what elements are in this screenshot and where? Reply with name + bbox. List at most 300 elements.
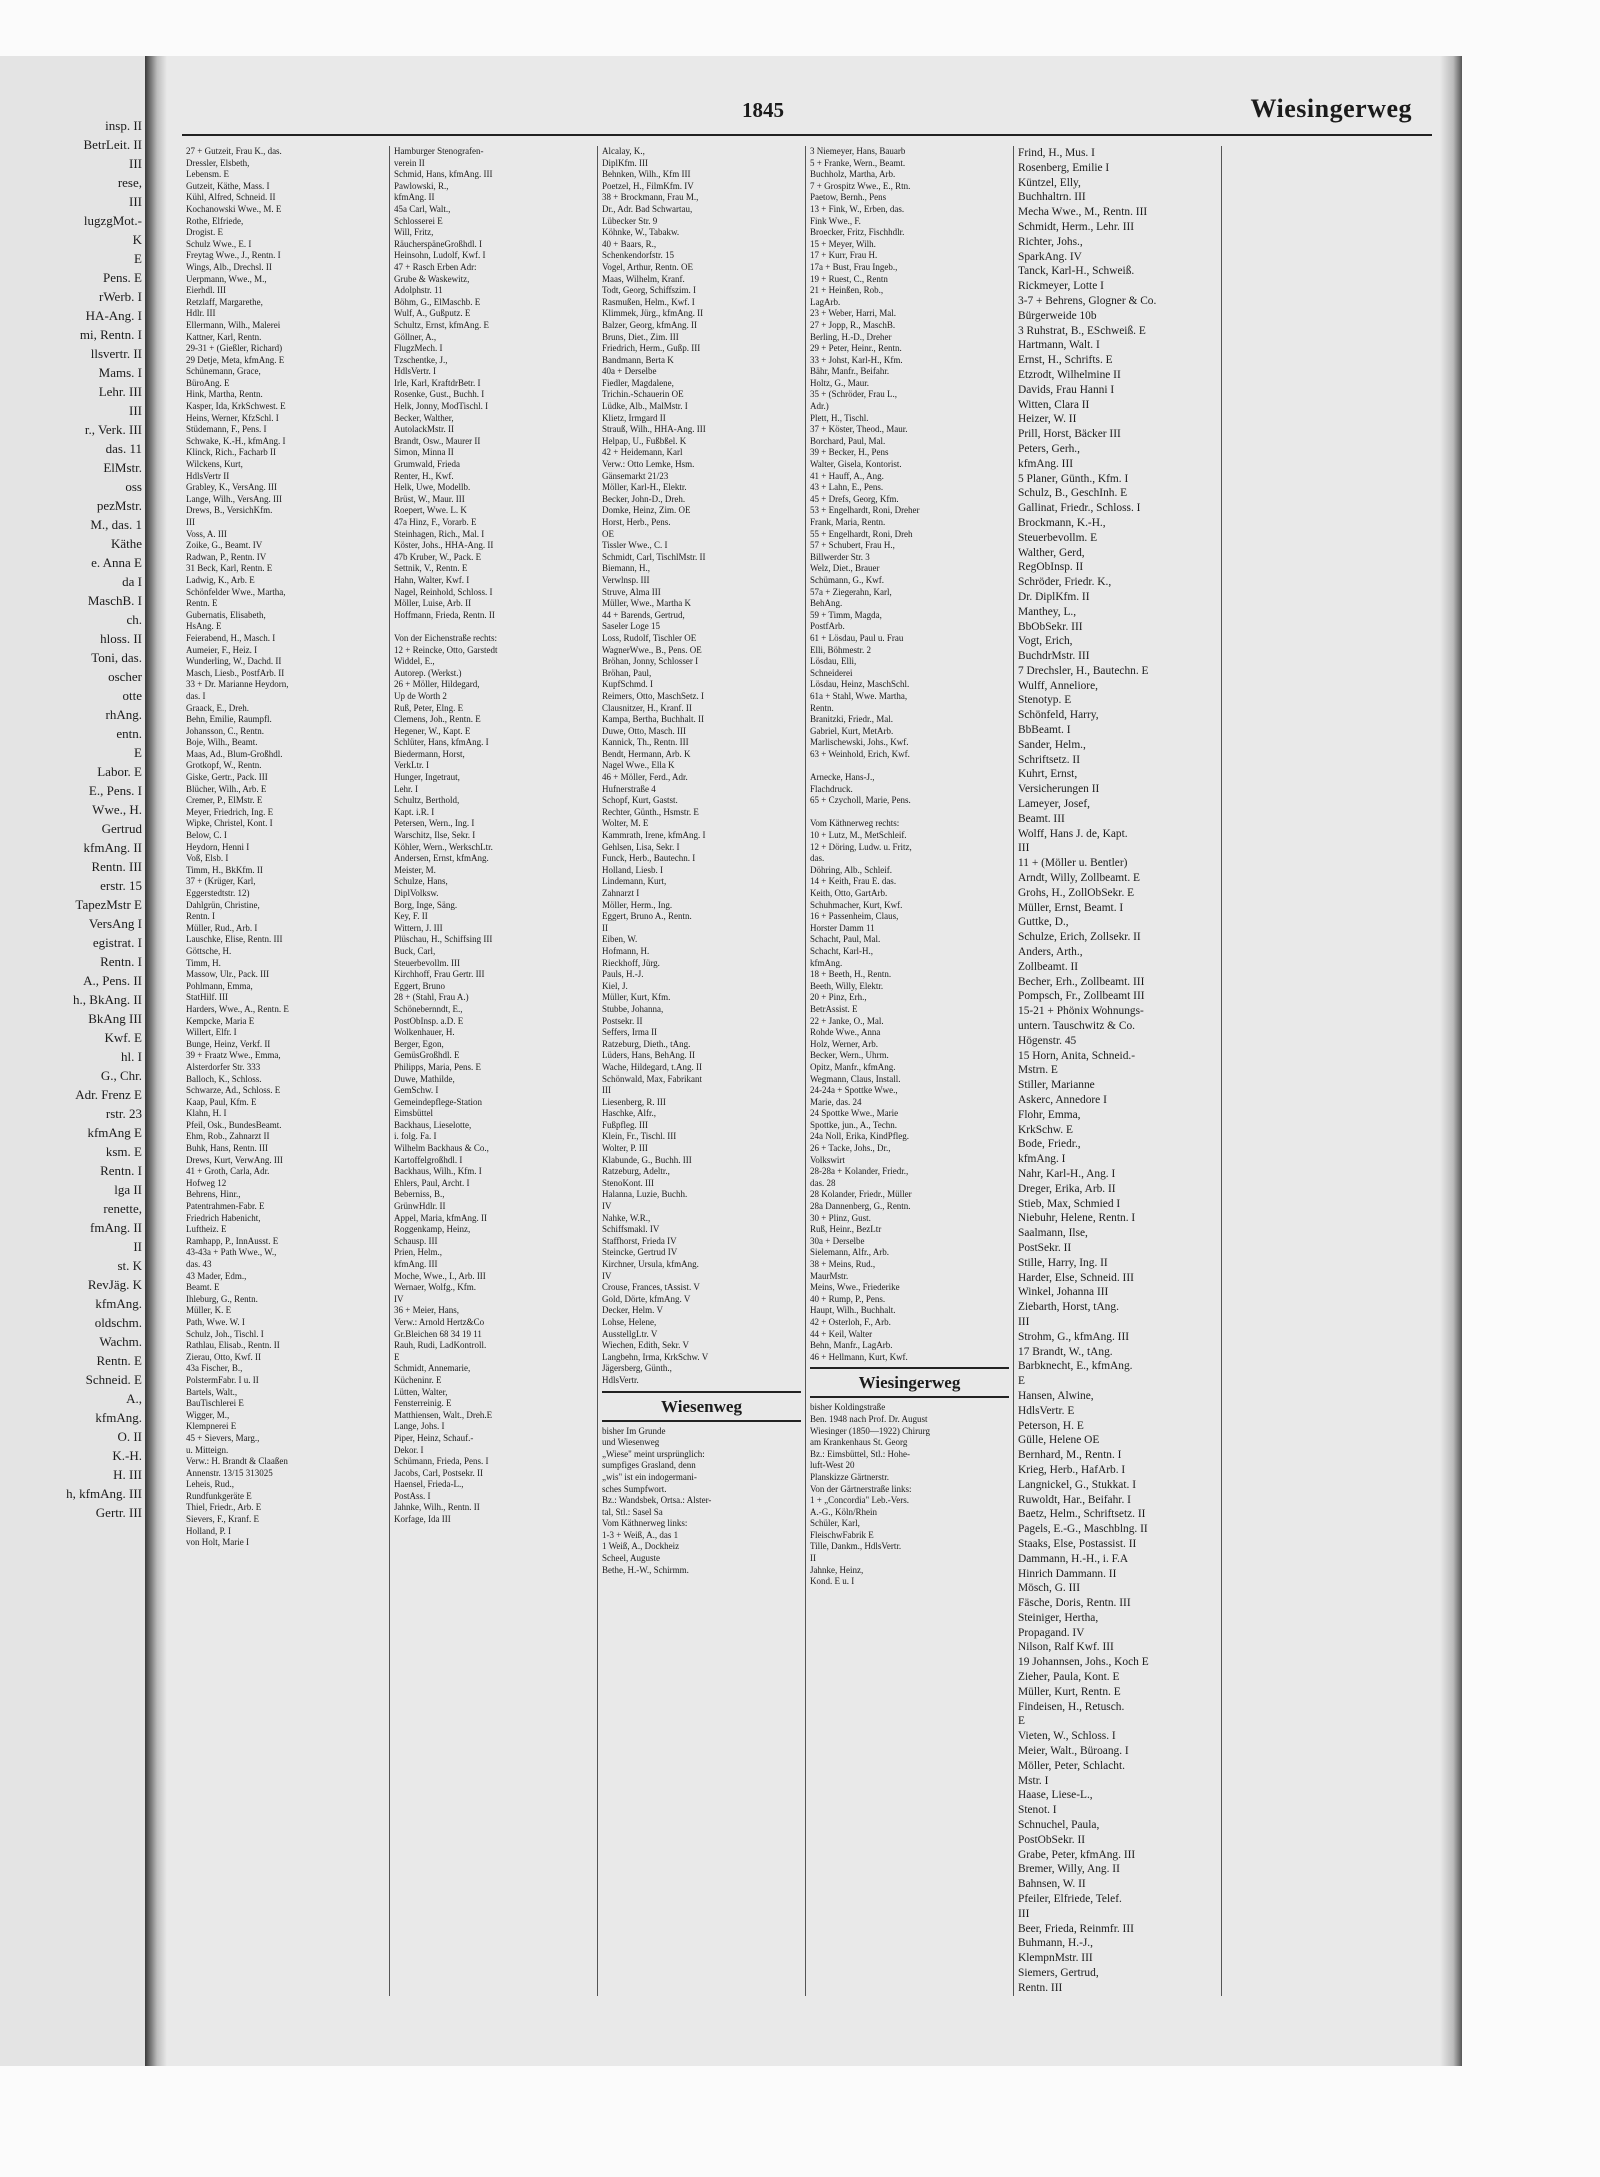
- directory-entry: FleischwFabrik E: [810, 1529, 874, 1540]
- directory-entry: Klein, Fr., Tischl. III: [602, 1131, 677, 1142]
- directory-entry: HdlsVertr. I: [394, 366, 436, 377]
- directory-entry: Ruwoldt, Har., Beifahr. I: [1018, 1493, 1131, 1506]
- directory-entry: Kannick, Th., Rentn. III: [602, 737, 689, 748]
- directory-entry: Bz.: Wandsbek, Ortsa.: Alster-: [602, 1495, 712, 1506]
- directory-entry: Bremer, Willy, Ang. II: [1018, 1863, 1120, 1876]
- left-page-fragment: kfmAng E: [87, 1125, 142, 1140]
- left-page-fragment: Labor. E: [97, 764, 142, 779]
- directory-entry: das. 43: [186, 1259, 212, 1269]
- directory-entry: Hartmann, Walt. I: [1018, 339, 1100, 352]
- directory-entry: Gallinat, Friedr., Schloss. I: [1018, 502, 1141, 515]
- directory-entry: Zoike, G., Beamt. IV: [186, 540, 263, 551]
- directory-entry: Pfeiler, Elfriede, Telef.: [1018, 1893, 1122, 1906]
- directory-entry: Hinrich Dammann. II: [1018, 1567, 1117, 1580]
- directory-entry: „Wiese" meint ursprünglich:: [602, 1448, 705, 1459]
- directory-entry: Rosenke, Gust., Buchh. I: [394, 389, 485, 400]
- directory-entry: BbObSekr. III: [1018, 620, 1083, 633]
- left-page-fragment: K.-H.: [112, 1448, 142, 1463]
- directory-entry: Verw.: Otto Lemke, Hsm.: [602, 459, 695, 470]
- directory-entry: Brüst, W., Maur. III: [394, 493, 465, 504]
- directory-entry: 36 + Meier, Hans,: [394, 1305, 459, 1316]
- left-page-fragment: st. K: [117, 1258, 142, 1273]
- directory-entry: Buchhaltrn. III: [1018, 191, 1086, 204]
- directory-entry: Beberniss, B.,: [394, 1189, 445, 1200]
- directory-entry: Davids, Frau Hanni I: [1018, 383, 1115, 396]
- directory-entry: Winkel, Johanna III: [1018, 1286, 1109, 1299]
- left-page-fragment: III: [129, 403, 142, 418]
- directory-entry: Volkswirt: [810, 1154, 845, 1165]
- directory-entry: Schönfelder Wwe., Martha,: [186, 586, 286, 597]
- directory-entry: IV: [394, 1293, 404, 1304]
- left-page-fragment: e. Anna E: [91, 555, 142, 570]
- directory-entry: kfmAng.: [810, 957, 843, 968]
- directory-entry: KlempnMstr. III: [1018, 1952, 1093, 1965]
- directory-entry: Grabe, Peter, kfmAng. III: [1018, 1848, 1136, 1861]
- directory-entry: 23 + Weber, Harri, Mal.: [810, 308, 897, 319]
- directory-entry: HdlsVertr. E: [1018, 1404, 1075, 1417]
- directory-entry: Boje, Wilh., Beamt.: [186, 737, 258, 748]
- directory-entry: Schümann, G., Kwf.: [810, 574, 884, 585]
- directory-entry: 29 Detje, Meta, kfmAng. E: [186, 354, 285, 365]
- directory-entry: 38 + Meins, Rud.,: [810, 1259, 876, 1269]
- left-page-fragment: Mams. I: [98, 365, 142, 380]
- running-head: Wiesingerweg: [1250, 94, 1412, 123]
- directory-entry: Staaks, Else, Postassist. II: [1018, 1537, 1137, 1550]
- directory-entry: Etzrodt, Wilhelmine II: [1018, 368, 1121, 381]
- directory-entry: Ihleburg, G., Rentn.: [186, 1293, 258, 1304]
- directory-entry: Schmid, Hans, kfmAng. III: [394, 169, 493, 180]
- directory-entry: Schriftsetz. II: [1018, 753, 1080, 766]
- directory-entry: Grohs, H., ZollObSekr. E: [1018, 886, 1135, 899]
- directory-entry: HdlsVertr.: [602, 1374, 639, 1385]
- directory-entry: Helk, Uwe, Modellb.: [394, 482, 471, 493]
- directory-entry: Müller, Kurt, Rentn. E: [1018, 1685, 1121, 1698]
- directory-entry: Siemers, Gertrud,: [1018, 1967, 1099, 1980]
- directory-entry: PostAss. I: [394, 1490, 431, 1501]
- directory-entry: PolstermFabr. I u. II: [186, 1374, 259, 1385]
- directory-entry: 47a Hinz, F., Vorarb. E: [394, 517, 477, 527]
- directory-entry: Zahnarzt I: [602, 888, 640, 898]
- directory-entry: Findeisen, H., Retusch.: [1018, 1700, 1125, 1713]
- directory-entry: Wiesinger (1850—1922) Chirurg: [810, 1425, 930, 1436]
- directory-entry: Rohde Wwe., Anna: [810, 1027, 881, 1038]
- directory-entry: Fußpfleg. III: [602, 1119, 648, 1130]
- directory-entry: Schönfeld, Harry,: [1018, 709, 1099, 722]
- left-page-fragment: da I: [122, 574, 142, 589]
- directory-entry: BauTischlerei E: [186, 1398, 244, 1409]
- directory-entry: Anders, Arth.,: [1018, 946, 1083, 959]
- directory-entry: Piper, Heinz, Schauf.-: [394, 1432, 474, 1443]
- directory-entry: Von der Gärtnerstraße links:: [810, 1483, 912, 1494]
- left-page-fragment: Rentn. III: [91, 859, 142, 874]
- directory-entry: Schulz, Joh., Tischl. I: [186, 1328, 264, 1339]
- directory-entry: Helk, Jonny, ModTischl. I: [394, 401, 489, 412]
- directory-entry: Schiffsmakl. IV: [602, 1224, 660, 1235]
- directory-entry: Clausnitzer, H., Kranf. II: [602, 702, 692, 713]
- directory-entry: 22 + Janke, O., Mal.: [810, 1015, 884, 1026]
- directory-entry: Ben. 1948 nach Prof. Dr. August: [810, 1413, 928, 1424]
- directory-entry: 5 + Franke, Wern., Beamt.: [810, 157, 906, 168]
- directory-entry: Maas, Wilhelm, Kranf.: [602, 273, 685, 284]
- directory-entry: Krieg, Herb., HafArb. I: [1018, 1463, 1126, 1476]
- directory-entry: Pawlowski, R.,: [394, 180, 449, 191]
- directory-entry: Hahn, Walter, Kwf. I: [394, 574, 470, 585]
- directory-entry: Balloch, K., Schloss.: [186, 1073, 262, 1084]
- directory-entry: Ratzeburg, Dieth., tAng.: [602, 1038, 691, 1049]
- right-page-edge: [1440, 56, 1462, 2066]
- directory-entry: Grabley, K., VersAng. III: [186, 482, 277, 493]
- directory-entry: Dressler, Elsbeth,: [186, 157, 250, 168]
- directory-entry: 18 + Beeth, H., Rentn.: [810, 969, 892, 980]
- directory-entry: 1 + „Concordia" Leb.-Vers.: [810, 1495, 909, 1506]
- left-page-fragment: Gertrud: [101, 821, 142, 836]
- directory-entry: IV: [602, 1270, 612, 1281]
- directory-entry: Alcalay, K.,: [602, 146, 645, 156]
- left-page-fragment: pezMstr.: [96, 498, 142, 513]
- directory-entry: GemüsGroßhdl. E: [394, 1050, 460, 1061]
- left-page-fragment: rese,: [117, 175, 142, 190]
- directory-entry: Bruns, Diet., Zim. III: [602, 331, 679, 342]
- directory-entry: Spottke, jun., A., Techn.: [810, 1119, 897, 1130]
- column-4: [806, 146, 1014, 1996]
- left-page-fragment: renette,: [103, 1201, 142, 1216]
- directory-entry: Tissler Wwe., C. I: [602, 540, 668, 551]
- directory-entry: Wiechen, Edith, Sekr. V: [602, 1340, 689, 1351]
- directory-entry: Möller, Herm., Ing.: [602, 899, 673, 910]
- directory-entry: verein II: [394, 157, 425, 168]
- directory-entry: Flohr, Emma,: [1018, 1108, 1081, 1121]
- directory-entry: Haupt, Wilh., Buchhalt.: [810, 1305, 896, 1316]
- directory-entry: 57a + Ziegerahn, Karl,: [810, 586, 892, 597]
- directory-entry: sches Sumpfwort.: [602, 1483, 667, 1494]
- directory-entry: Schnuchel, Paula,: [1018, 1819, 1100, 1832]
- directory-entry: Göllner, A.,: [394, 331, 437, 342]
- directory-entry: 44 + Barends, Gertrud,: [602, 609, 685, 620]
- directory-entry: Vom Käthnerweg links:: [602, 1518, 688, 1529]
- directory-entry: Bahnsen, W. II: [1018, 1878, 1086, 1891]
- directory-entry: Gemeindepflege-Station: [394, 1096, 482, 1107]
- directory-entry: 43 Mader, Edm.,: [186, 1270, 247, 1281]
- directory-entry: Kasper, Ida, KrkSchwest. E: [186, 401, 286, 412]
- directory-entry: Warschitz, Ilse, Sekr. I: [394, 830, 476, 841]
- directory-entry: 30 + Plinz, Gust.: [810, 1212, 871, 1223]
- directory-entry: Beeth, Willy, Elektr.: [810, 980, 884, 991]
- left-page-fragments: [0, 56, 148, 1522]
- directory-entry: Drogist. E: [186, 227, 223, 238]
- directory-entry: Freytag Wwe., J., Rentn. I: [186, 250, 281, 261]
- directory-entry: Wache, Hildegard, t.Ang. II: [602, 1061, 702, 1072]
- directory-entry: Köster, Johs., HHA-Ang. II: [394, 540, 494, 551]
- directory-entry: Nagel, Reinhold, Schloss. I: [394, 586, 493, 597]
- directory-entry: Rechter, Günth., Hsmstr. E: [602, 806, 699, 817]
- directory-entry: Kattner, Karl, Rentn.: [186, 331, 262, 342]
- left-page-fragment: kfmAng.: [95, 1410, 142, 1425]
- directory-entry: 33 + Johst, Karl-H., Kfm.: [810, 354, 903, 365]
- directory-entry: Marlischewski, Johs., Kwf.: [810, 737, 909, 748]
- directory-entry: Rundfunkgeräte E: [186, 1490, 252, 1501]
- directory-entry: Grube & Waskewitz,: [394, 273, 470, 284]
- directory-entry: Backhaus, Wilh., Kfm. I: [394, 1166, 482, 1177]
- directory-entry: Wigger, M.,: [186, 1409, 230, 1420]
- directory-entry: Adr.): [810, 401, 829, 412]
- directory-entry: 40a + Derselbe: [602, 366, 657, 377]
- directory-entry: 37 + Köster, Theod., Maur.: [810, 424, 908, 435]
- directory-entry: Pohlmann, Emma,: [186, 980, 253, 991]
- directory-entry: Strauß, Wilh., HHA-Ang. III: [602, 424, 706, 435]
- directory-entry: Opitz, Manfr., kfmAng.: [810, 1061, 896, 1072]
- directory-entry: Becker, Walther,: [394, 412, 454, 423]
- directory-entry: kfmAng. II: [394, 192, 435, 203]
- directory-entry: Arnecke, Hans-J.,: [810, 772, 875, 783]
- directory-entry: 24 Spottke Wwe., Marie: [810, 1108, 899, 1119]
- left-page-fragment: RevJäg. K: [87, 1277, 142, 1292]
- directory-entry: Eggert, Bruno: [394, 980, 445, 991]
- directory-entry: Ladwig, K., Arb. E: [186, 574, 255, 585]
- directory-entry: Lösdau, Heinz, MaschSchl.: [810, 679, 910, 690]
- directory-entry: E: [1018, 1715, 1025, 1728]
- directory-entry: Bendt, Hermann, Arb. K: [602, 748, 691, 759]
- directory-entry: 1-3 + Weiß, A., das 1: [602, 1529, 679, 1540]
- directory-entry: Plett, H., Tischl.: [810, 412, 869, 423]
- directory-entry: Saalmann, Ilse,: [1018, 1227, 1088, 1240]
- directory-entry: Hamburger Stenografen-: [394, 146, 484, 156]
- directory-entry: Giske, Gertr., Pack. III: [186, 772, 268, 783]
- left-page-fragment: Kwf. E: [104, 1030, 142, 1045]
- left-page-fragment: Rentn. E: [96, 1353, 142, 1368]
- directory-entry: III: [1018, 1315, 1030, 1328]
- directory-entry: Buhk, Hans, Rentn. III: [186, 1143, 268, 1154]
- directory-entry: Eimsbüttel: [394, 1108, 433, 1119]
- directory-entry: Nahr, Karl-H., Ang. I: [1018, 1167, 1116, 1180]
- directory-entry: und Wiesenweg: [602, 1437, 660, 1448]
- directory-entry: Kammrath, Irene, kfmAng. I: [602, 830, 706, 841]
- directory-entry: Köhler, Wern., WerkschLtr.: [394, 841, 493, 852]
- directory-entry: Schwarze, Ad., Schloss. E: [186, 1085, 281, 1096]
- directory-entry: Schünemann, Grace,: [186, 366, 261, 377]
- directory-entry: VerkLtr. I: [394, 760, 429, 771]
- left-page-fragment: Pens. E: [103, 270, 142, 285]
- directory-entry: bisher Im Grunde: [602, 1425, 666, 1436]
- directory-entry: Lohse, Helene,: [602, 1316, 657, 1327]
- left-page-fragment: ch.: [126, 612, 142, 627]
- directory-entry: Luftheiz. E: [186, 1224, 227, 1235]
- directory-entry: RäucherspäneGroßhdl. I: [394, 238, 482, 249]
- left-page-fragment: erstr. 15: [100, 878, 142, 893]
- directory-entry: Mstrn. E: [1018, 1064, 1058, 1077]
- directory-entry: kfmAng. III: [1018, 457, 1074, 470]
- directory-entry: Holland, P. I: [186, 1525, 231, 1536]
- directory-entry: Köhnke, W., Tabakw.: [602, 227, 680, 238]
- left-page-fragment: II: [133, 1239, 142, 1254]
- directory-entry: Pauls, H.-J.: [602, 969, 644, 980]
- directory-entry: Rasmußen, Helm., Kwf. I: [602, 296, 695, 307]
- directory-entry: Gr.Bleichen 68 34 19 11: [394, 1328, 482, 1339]
- directory-entry: Langnickel, G., Stukkat. I: [1018, 1478, 1136, 1491]
- directory-entry: Drews, B., VersichKfm.: [186, 505, 273, 516]
- directory-entry: MaurMstr.: [810, 1270, 849, 1281]
- directory-entry: Lindemann, Kurt,: [602, 876, 667, 887]
- directory-entry: 3 Ruhstrat, B., ESchweiß. E: [1018, 324, 1146, 337]
- directory-entry: Autorep. (Werkst.): [394, 667, 462, 678]
- directory-entry: Brandt, Osw., Maurer II: [394, 435, 481, 446]
- directory-entry: Schönwald, Max, Fabrikant: [602, 1073, 702, 1084]
- directory-entry: Pompsch, Fr., Zollbeamt III: [1018, 990, 1145, 1003]
- directory-entry: 47b Kruber, W., Pack. E: [394, 551, 482, 562]
- directory-entry: Rathlau, Elisab., Rentn. II: [186, 1340, 280, 1351]
- directory-entry: PostSekr. II: [1018, 1241, 1072, 1254]
- directory-entry: Wolter, P. III: [602, 1143, 648, 1154]
- left-page-fragment: III: [129, 194, 142, 209]
- directory-entry: Buchholz, Martha, Arb.: [810, 169, 896, 180]
- directory-entry: Todt, Georg, Schiffszim. I: [602, 285, 697, 296]
- directory-entry: Below, C. I: [186, 830, 227, 841]
- directory-entry: Biemann, H.,: [602, 563, 650, 574]
- directory-entry: Rickmeyer, Lotte I: [1018, 280, 1104, 293]
- directory-entry: Pagels, E.-G., Maschblng. II: [1018, 1523, 1148, 1536]
- directory-entry: Borg, Inge, Säng.: [394, 899, 458, 910]
- directory-entry: Alsterdorfer Str. 333: [186, 1061, 261, 1072]
- left-page-fragment: insp. II: [105, 118, 142, 133]
- directory-entry: Lütten, Walter,: [394, 1386, 448, 1397]
- directory-entry: Schulze, Hans,: [394, 876, 448, 887]
- left-page-fragment: Käthe: [110, 536, 142, 551]
- directory-entry: Retzlaff, Margarethe,: [186, 296, 263, 307]
- directory-entry: StenoKont. III: [602, 1177, 654, 1188]
- directory-entry: Backhaus, Lieselotte,: [394, 1119, 472, 1130]
- directory-entry: Stubbe, Johanna,: [602, 1003, 664, 1014]
- directory-entry: Eggert, Bruno A., Rentn.: [602, 911, 692, 922]
- directory-entry: Philipps, Maria, Pens. E: [394, 1061, 481, 1072]
- directory-entry: Frank, Maria, Rentn.: [810, 517, 886, 527]
- directory-entry: Lösdau, Elli,: [810, 656, 857, 667]
- directory-entry: Welz, Diet., Brauer: [810, 563, 880, 574]
- column-2: [390, 146, 598, 1996]
- left-page-fragment: E: [134, 251, 142, 266]
- directory-entry: 14 + Keith, Frau E. das.: [810, 876, 897, 887]
- left-page-fragment: kfmAng.: [95, 1296, 142, 1311]
- directory-entry: Nagel Wwe., Ella K: [602, 760, 675, 771]
- left-page-fragment: Toni, das.: [91, 650, 142, 665]
- directory-entry: 15-21 + Phönix Wohnungs-: [1018, 1005, 1144, 1018]
- directory-entry: Tzschentke, J.,: [394, 354, 448, 365]
- left-page-fragment: das. 11: [105, 441, 142, 456]
- directory-entry: Will, Fritz,: [394, 227, 434, 238]
- directory-entry: Schröder, Friedr. K.,: [1018, 576, 1112, 589]
- directory-entry: Eggerstedtstr. 12): [186, 888, 250, 898]
- directory-entry: 59 + Timm, Magda,: [810, 609, 882, 620]
- directory-entry: Propagand. IV: [1018, 1626, 1085, 1639]
- directory-entry: Klahn, H. I: [186, 1108, 227, 1119]
- directory-entry: 7 Drechsler, H., Bautechn. E: [1018, 664, 1149, 677]
- directory-entry: 12 + Reincke, Otto, Garstedt: [394, 644, 498, 655]
- directory-entry: Beer, Frieda, Reinmfr. III: [1018, 1922, 1134, 1935]
- directory-entry: Lehr. I: [394, 783, 418, 794]
- left-page-fragment: BetrLeit. II: [83, 137, 142, 152]
- directory-entry: KrkSchw. E: [1018, 1123, 1073, 1136]
- directory-entry: Fensterreinig. E: [394, 1398, 452, 1409]
- directory-entry: Jägersberg, Günth.,: [602, 1363, 672, 1374]
- directory-entry: 17a + Bust, Frau Ingeb.,: [810, 261, 898, 272]
- directory-entry: Widdel, E.,: [394, 656, 435, 667]
- directory-entry: Funck, Herb., Bautechn. I: [602, 853, 696, 864]
- directory-entry: HsAng. E: [186, 621, 222, 632]
- directory-entry: Roepert, Wwe. L. K: [394, 505, 467, 516]
- directory-entry: 46 + Hellmann, Kurt, Kwf.: [810, 1351, 908, 1362]
- directory-entry: Brockmann, K.-H.,: [1018, 516, 1106, 529]
- directory-entry: Schopf, Kurt, Gastst.: [602, 795, 678, 806]
- directory-entry: HdlsVertr II: [186, 470, 230, 481]
- directory-entry: Steuerbevollm. III: [394, 957, 460, 968]
- left-page-fragment: III: [129, 156, 142, 171]
- directory-entry: Meins, Wwe., Friederike: [810, 1282, 900, 1293]
- directory-entry: Hink, Martha, Rentn.: [186, 389, 263, 400]
- directory-entry: Ernst, H., Schrifts. E: [1018, 354, 1113, 367]
- directory-entry: Marie, das. 24: [810, 1096, 862, 1107]
- directory-entry: Heins, Werner, KfzSchl. I: [186, 412, 279, 423]
- directory-entry: Heinsohn, Ludolf, Kwf. I: [394, 250, 486, 261]
- directory-entry: LagArb.: [810, 296, 841, 307]
- left-page-fragment: lga II: [114, 1182, 142, 1197]
- directory-entry: PostfArb.: [810, 621, 845, 632]
- directory-entry: Wings, Alb., Drechsl. II: [186, 261, 272, 272]
- directory-entry: Rentn. E: [186, 598, 218, 609]
- directory-entry: Kartoffelgroßhdl. I: [394, 1154, 463, 1165]
- directory-entry: Klietz, Irmgard II: [602, 412, 666, 423]
- directory-entry: 33 + Dr. Marianne Heydorn,: [186, 679, 289, 690]
- directory-entry: Horst, Herb., Pens.: [602, 517, 671, 527]
- directory-entry: von Holt, Marie I: [186, 1537, 249, 1548]
- directory-entry: Friedrich, Herm., Gußp. III: [602, 343, 701, 354]
- directory-entry: Lüdke, Alb., MalMstr. I: [602, 401, 688, 412]
- directory-entry: KupfSchmd. I: [602, 679, 653, 690]
- left-page-fragment: oscher: [108, 669, 142, 684]
- directory-entry: AusstellgLtr. V: [602, 1328, 658, 1339]
- directory-entry: Manthey, L.,: [1018, 605, 1077, 618]
- directory-entry: Gehlsen, Lisa, Sekr. I: [602, 841, 680, 852]
- directory-entry: Von der Eichenstraße rechts:: [394, 632, 498, 643]
- directory-entry: Liesenberg, R. III: [602, 1096, 666, 1107]
- directory-entry: 45a Carl, Walt.,: [394, 203, 451, 214]
- directory-entry: Becher, Erh., Zollbeamt. III: [1018, 975, 1145, 988]
- directory-entry: Müller, Rud., Arb. I: [186, 922, 258, 933]
- directory-entry: Cremer, P., ElMstr. E: [186, 795, 263, 806]
- directory-entry: Hofmann, H.: [602, 945, 650, 956]
- directory-entry: Schenkendorfstr. 15: [602, 250, 674, 261]
- directory-entry: 41 + Groth, Carla, Adr.: [186, 1166, 270, 1177]
- directory-entry: Rentn. I: [186, 911, 215, 922]
- left-page-fragment: Wwe., H.: [92, 802, 142, 817]
- left-page-fragment: rstr. 23: [105, 1106, 142, 1121]
- directory-entry: Timm, H., BkKfm. II: [186, 864, 263, 875]
- directory-entry: untern. Tauschwitz & Co.: [1018, 1020, 1135, 1033]
- directory-entry: Böhm, G., ElMaschb. E: [394, 296, 481, 307]
- directory-entry: Zierau, Otto, Kwf. II: [186, 1351, 261, 1362]
- directory-entry: Johansson, C., Rentn.: [186, 725, 265, 736]
- directory-entry: 43a Fischer, B.,: [186, 1363, 243, 1374]
- directory-entry: 26 + Tacke, Johs., Dr.,: [810, 1143, 891, 1154]
- directory-entry: Stiller, Marianne: [1018, 1079, 1095, 1092]
- directory-entry: Haase, Liese-L.,: [1018, 1789, 1093, 1802]
- directory-entry: Holtz, G., Maur.: [810, 377, 869, 388]
- directory-entry: Hansen, Alwine,: [1018, 1389, 1094, 1402]
- directory-entry: Möller, Peter, Schlacht.: [1018, 1759, 1125, 1772]
- directory-entry: Kiel, J.: [602, 980, 628, 991]
- directory-entry: Trichin.-Schauerin OE: [602, 389, 684, 400]
- left-page-fragment: Rentn. I: [100, 1163, 142, 1178]
- directory-entry: 37 + (Krüger, Karl,: [186, 876, 256, 887]
- directory-entry: Bandmann, Berta K: [602, 354, 674, 365]
- directory-entry: WagnerWwe., B., Pens. OE: [602, 644, 702, 655]
